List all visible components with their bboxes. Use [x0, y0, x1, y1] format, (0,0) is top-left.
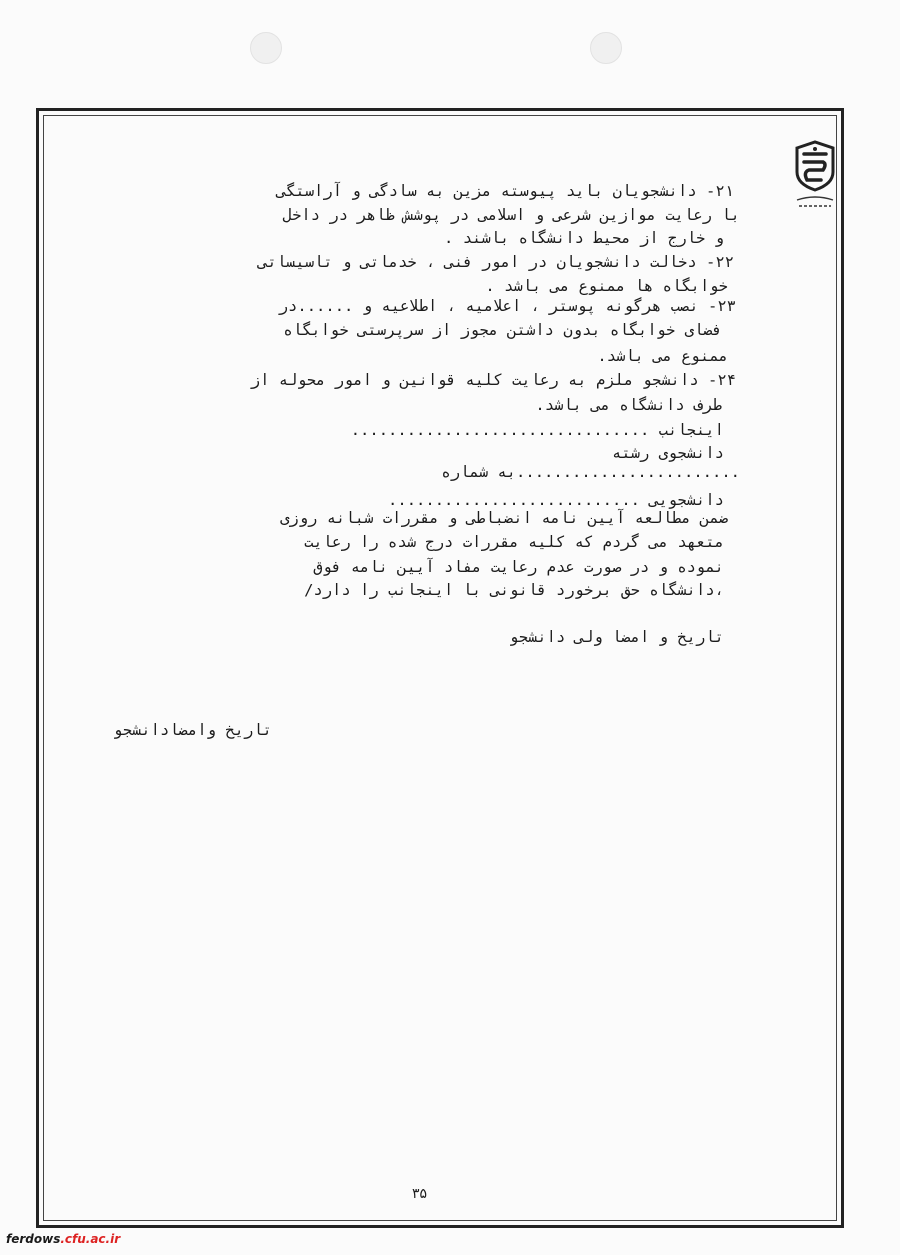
page-number: ۳۵	[412, 1186, 428, 1202]
rule-23-line-1: ۲۳- نصب هرگونه پوستر ، اعلامیه ، اطلاعیه و ......در	[278, 297, 736, 315]
rule-24-line-1: ۲۴- دانشجو ملزم به رعایت کلیه قوانین و امور محوله از	[250, 371, 736, 389]
rule-24-line-2: طرف دانشگاه می باشد.	[535, 396, 722, 414]
guardian-signature-label: تاریخ و امضا ولی دانشجو	[509, 628, 724, 646]
student-signature-label: تاریخ وامضادانشجو	[113, 721, 272, 739]
pledge-line-3: ........................به شماره	[441, 463, 740, 481]
footer-domain: .cfu.ac.ir	[60, 1232, 121, 1246]
pledge-line-5: ضمن مطالعه آیین نامه انضباطی و مقررات شبانه روزی	[280, 509, 728, 527]
rule-22-line-2: خوابگاه ها ممنوع می باشد .	[485, 277, 728, 295]
rule-21-line-1: ۲۱- دانشجویان باید پیوسته مزین به سادگی و آراستگی	[276, 182, 734, 200]
university-logo-icon	[793, 140, 837, 210]
footer-brand: ferdows	[6, 1232, 61, 1246]
rule-23-line-2: فضای خوابگاه بدون داشتن مجوز از سرپرستی خوابگاه	[283, 321, 722, 339]
rule-22-line-1: ۲۲- دخالت دانشجویان در امور فنی ، خدماتی و تاسیساتی	[258, 253, 734, 271]
pledge-line-6: متعهد می گردم که کلیه مقررات درج شده را رعایت	[304, 533, 724, 551]
rule-21-line-3: و خارج از محیط دانشگاه باشند .	[444, 229, 724, 247]
pledge-line-8: ،دانشگاه حق برخورد قانونی با اینجانب را دارد/	[304, 581, 724, 599]
footer-url[interactable]	[6, 1232, 120, 1246]
rule-21-line-2: با رعایت موازین شرعی و اسلامی در پوشش ظاهر در داخل	[282, 206, 740, 224]
pledge-line-7: نموده و در صورت عدم رعایت مفاد آیین نامه فوق	[313, 558, 724, 576]
punch-hole-left	[250, 32, 282, 64]
pledge-line-2: دانشجوی رشته	[612, 444, 724, 462]
pledge-line-1: اینجانب ................................	[350, 421, 724, 439]
pledge-line-4: دانشجویی ...........................	[388, 491, 724, 509]
punch-hole-right	[590, 32, 622, 64]
rule-23-line-3: ممنوع می باشد.	[597, 347, 728, 365]
